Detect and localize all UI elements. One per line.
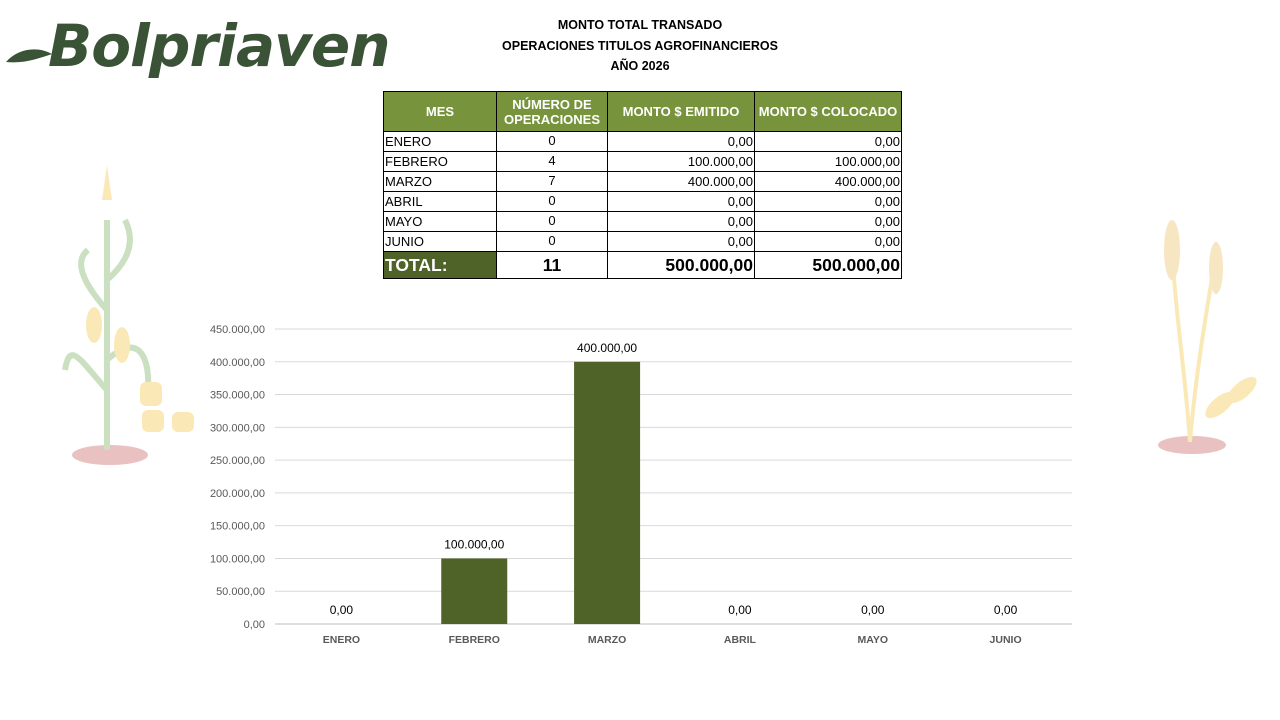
y-tick-label: 150.000,00 (209, 520, 265, 533)
data-label: 0,00 (728, 603, 752, 617)
y-tick-label: 400.000,00 (209, 356, 265, 369)
header-monto-emitido: MONTO $ EMITIDO (608, 92, 755, 132)
cell-colocado: 0,00 (755, 232, 902, 252)
data-label: 400.000,00 (577, 340, 638, 355)
table-header-row (384, 92, 902, 132)
cell-ops: 0 (497, 132, 608, 152)
cell-month: ENERO (384, 132, 497, 152)
header-mes: MES (384, 92, 497, 132)
cell-colocado: 0,00 (755, 192, 902, 212)
table-row (384, 172, 902, 192)
cell-emitido: 400.000,00 (608, 172, 755, 192)
total-colocado: 500.000,00 (755, 252, 902, 279)
y-tick-label: 300.000,00 (209, 422, 265, 435)
total-label: TOTAL: (384, 252, 497, 279)
operations-table (383, 91, 902, 279)
cell-month: MAYO (384, 212, 497, 232)
x-tick-label: MARZO (587, 634, 627, 646)
cell-colocado: 0,00 (755, 212, 902, 232)
table-row (384, 232, 902, 252)
report-titles (440, 15, 840, 77)
x-tick-label: ABRIL (723, 634, 756, 646)
table-row (384, 152, 902, 172)
table-row (384, 132, 902, 152)
y-tick-label: 200.000,00 (209, 487, 265, 500)
cell-emitido: 0,00 (608, 192, 755, 212)
cell-month: MARZO (384, 172, 497, 192)
y-tick-label: 0,00 (243, 619, 265, 631)
x-tick-label: FEBRERO (448, 634, 500, 646)
cell-emitido: 0,00 (608, 232, 755, 252)
cell-ops: 0 (497, 212, 608, 232)
bar-chart (200, 315, 1080, 655)
cell-colocado: 100.000,00 (755, 152, 902, 172)
cell-emitido: 100.000,00 (608, 152, 755, 172)
logo-text: Bolpriaven (48, 12, 390, 80)
cell-colocado: 0,00 (755, 132, 902, 152)
cell-emitido: 0,00 (608, 212, 755, 232)
header-operaciones: NÚMERO DE OPERACIONES (497, 92, 608, 132)
page-title: MONTO TOTAL TRANSADO (557, 18, 723, 32)
cell-emitido: 0,00 (608, 132, 755, 152)
cell-ops: 0 (497, 192, 608, 212)
total-emitido: 500.000,00 (608, 252, 755, 279)
data-label: 0,00 (861, 603, 885, 617)
y-tick-label: 450.000,00 (209, 324, 265, 336)
y-tick-label: 100.000,00 (209, 553, 265, 566)
cell-ops: 7 (497, 172, 608, 192)
cell-ops: 0 (497, 232, 608, 252)
table-row (384, 212, 902, 232)
cell-month: JUNIO (384, 232, 497, 252)
y-tick-label: 350.000,00 (209, 389, 265, 402)
data-label: 0,00 (329, 603, 354, 617)
table-row (384, 192, 902, 212)
x-tick-label: JUNIO (989, 634, 1022, 646)
data-label: 0,00 (993, 603, 1018, 617)
x-tick-label: ENERO (322, 634, 361, 646)
header-monto-colocado: MONTO $ COLOCADO (755, 92, 902, 132)
data-label: 100.000,00 (444, 537, 505, 552)
cell-colocado: 400.000,00 (755, 172, 902, 192)
total-ops: 11 (497, 252, 608, 279)
y-tick-label: 50.000,00 (216, 586, 265, 599)
bar (441, 558, 507, 624)
corn-plant-illustration (60, 160, 205, 470)
page-subtitle: OPERACIONES TITULOS AGROFINANCIEROS (502, 38, 778, 53)
bolpriaven-logo (4, 6, 390, 86)
cell-month: FEBRERO (384, 152, 497, 172)
cell-ops: 4 (497, 152, 608, 172)
x-tick-label: MAYO (857, 634, 889, 646)
page-year: AÑO 2026 (610, 59, 670, 73)
cell-month: ABRIL (384, 192, 497, 212)
y-tick-label: 250.000,00 (209, 455, 265, 468)
table-total-row (384, 252, 902, 279)
bar (574, 362, 640, 624)
wheat-plant-illustration (1150, 190, 1270, 460)
